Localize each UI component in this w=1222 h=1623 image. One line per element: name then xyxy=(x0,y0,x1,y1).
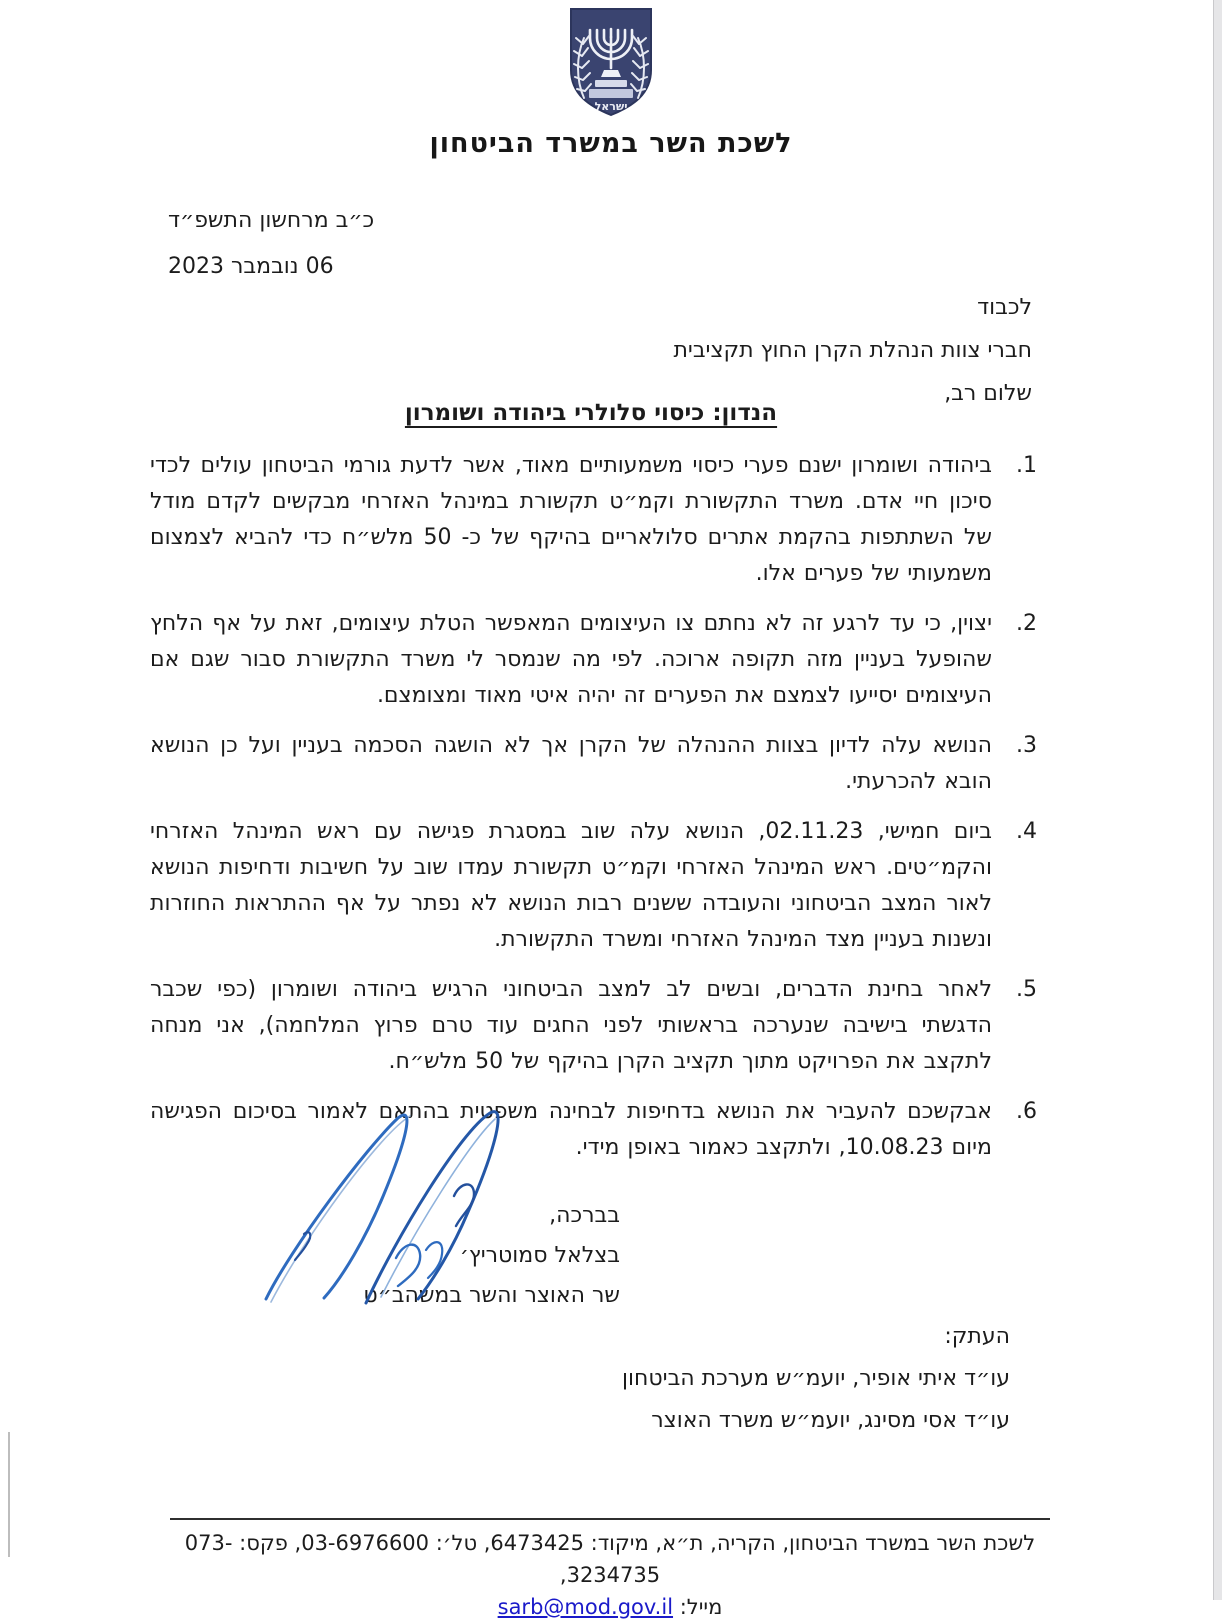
numbered-paragraph xyxy=(150,606,1037,714)
footer xyxy=(150,1527,1070,1623)
numbered-paragraph xyxy=(150,728,1037,800)
closing-salutation: בברכה, xyxy=(549,1203,620,1228)
addressee-block xyxy=(673,286,1032,415)
paragraph-text: הנושא עלה לדיון בצוות ההנהלה של הקרן אך לא הושגה הסכמה בעניין ועל כן הנושא הובא להכרעתי. xyxy=(150,733,992,794)
subject-line: הנדון: כיסוי סלולרי ביהודה ושומרון xyxy=(404,400,778,426)
scan-edge-line xyxy=(8,1432,10,1557)
cc-entry: עו״ד אסי מסינג, יועמ״ש משרד האוצר xyxy=(651,1408,1010,1433)
paragraph-text: יצוין, כי עד לרגע זה לא נחתם צו העיצומים המאפשר הטלת עיצומים, זאת על אף הלחץ שהופעל בעניין מזה תקופה ארוכה. לפי מה שנמסר לי משרד התקשורת סבור שגם אם העיצומים יסייעו לצמצם את הפערים זה יהיה איטי מאוד ומצומצם. xyxy=(150,611,992,708)
paragraph-text: אבקשכם להעביר את הנושא בדחיפות לבחינה משפטית בהתאם לאמור בסיכום הפגישה מיום 10.08.23, ולתקצב כאמור באופן מידי. xyxy=(150,1099,992,1160)
numbered-paragraph xyxy=(150,1094,1037,1166)
numbered-paragraph xyxy=(150,814,1037,958)
paragraph-number: 1. xyxy=(1016,453,1037,478)
hebrew-date: כ״ב מרחשון התשפ״ד xyxy=(168,208,375,233)
scan-edge-strip xyxy=(1213,0,1222,1600)
signatory-name: בצלאל סמוטריץ׳ xyxy=(459,1243,620,1268)
footer-divider xyxy=(170,1518,1050,1520)
paragraph-text: ביהודה ושומרון ישנם פערי כיסוי משמעותיים מאוד, אשר לדעת גורמי הביטחון עולים לכדי סיכון חיי אדם. משרד התקשורת וקמ״ט תקשורת במינהל האזרחי מבקשים לקדם מודל של השתתפות בהקמת אתרים סלולאריים בהיקף של כ- 50 מלש״ח כדי להביא לצמצום משמעותי של פערים אלו. xyxy=(150,453,992,586)
numbered-paragraph xyxy=(150,972,1037,1080)
footer-email-line xyxy=(150,1591,1070,1623)
greeting: שלום רב, xyxy=(944,381,1032,406)
addressee-recipient: חברי צוות הנהלת הקרן החוץ תקציבית xyxy=(673,338,1032,363)
paragraph-text: ביום חמישי, 02.11.23, הנושא עלה שוב במסגרת פגישה עם ראש המינהל האזרחי והקמ״טים. ראש המינהל האזרחי וקמ״ט תקשורת עמדו שוב על חשיבות ודחיפות הנושא לאור המצב הביטחוני והעובדה ששנים רבות הנושא לא נפתר על אף ההתראות החוזרות ונשנות בעניין מצד המינהל האזרחי ומשרד התקשורת. xyxy=(150,819,993,952)
paragraph-number: 3. xyxy=(1016,733,1037,758)
addressee-to: לכבוד xyxy=(977,295,1032,320)
cc-label: העתק: xyxy=(944,1324,1010,1349)
paragraph-number: 2. xyxy=(1016,611,1037,636)
footer-email-label: מייל: xyxy=(673,1595,723,1619)
paragraph-number: 5. xyxy=(1016,977,1037,1002)
footer-contact-line: לשכת השר במשרד הביטחון, הקריה, ת״א, מיקוד: 6473425, טל׳: 03-6976600, פקס: 073-3234735, xyxy=(184,1531,1036,1587)
letterhead xyxy=(0,6,1222,159)
israel-state-emblem-icon xyxy=(563,6,659,118)
date-block xyxy=(168,198,374,290)
letter-body xyxy=(150,448,1037,1180)
paragraph-number: 6. xyxy=(1016,1099,1037,1124)
gregorian-date: 06 נובמבר 2023 xyxy=(168,254,334,279)
emblem-caption: ישראל xyxy=(594,100,628,113)
signatory-title: שר האוצר והשר במשהב״ט xyxy=(363,1283,620,1308)
paragraph-number: 4. xyxy=(1016,819,1037,844)
paragraph-text: לאחר בחינת הדברים, ובשים לב למצב הביטחוני הרגיש ביהודה ושומרון (כפי שכבר הדגשתי בישיבה שנערכה בראשותי לפני החגים עוד טרם פרוץ המלחמה), אני מנחה לתקצב את הפרויקט מתוך תקציב הקרן בהיקף של 50 מלש״ח. xyxy=(150,977,992,1074)
numbered-paragraph xyxy=(150,448,1037,592)
cc-entry: עו״ד איתי אופיר, יועמ״ש מערכת הביטחון xyxy=(622,1366,1010,1391)
email-link[interactable]: sarb@mod.gov.il xyxy=(497,1595,674,1619)
office-title: לשכת השר במשרד הביטחון xyxy=(429,128,793,159)
cc-block xyxy=(622,1316,1010,1442)
signature-block xyxy=(363,1196,620,1316)
